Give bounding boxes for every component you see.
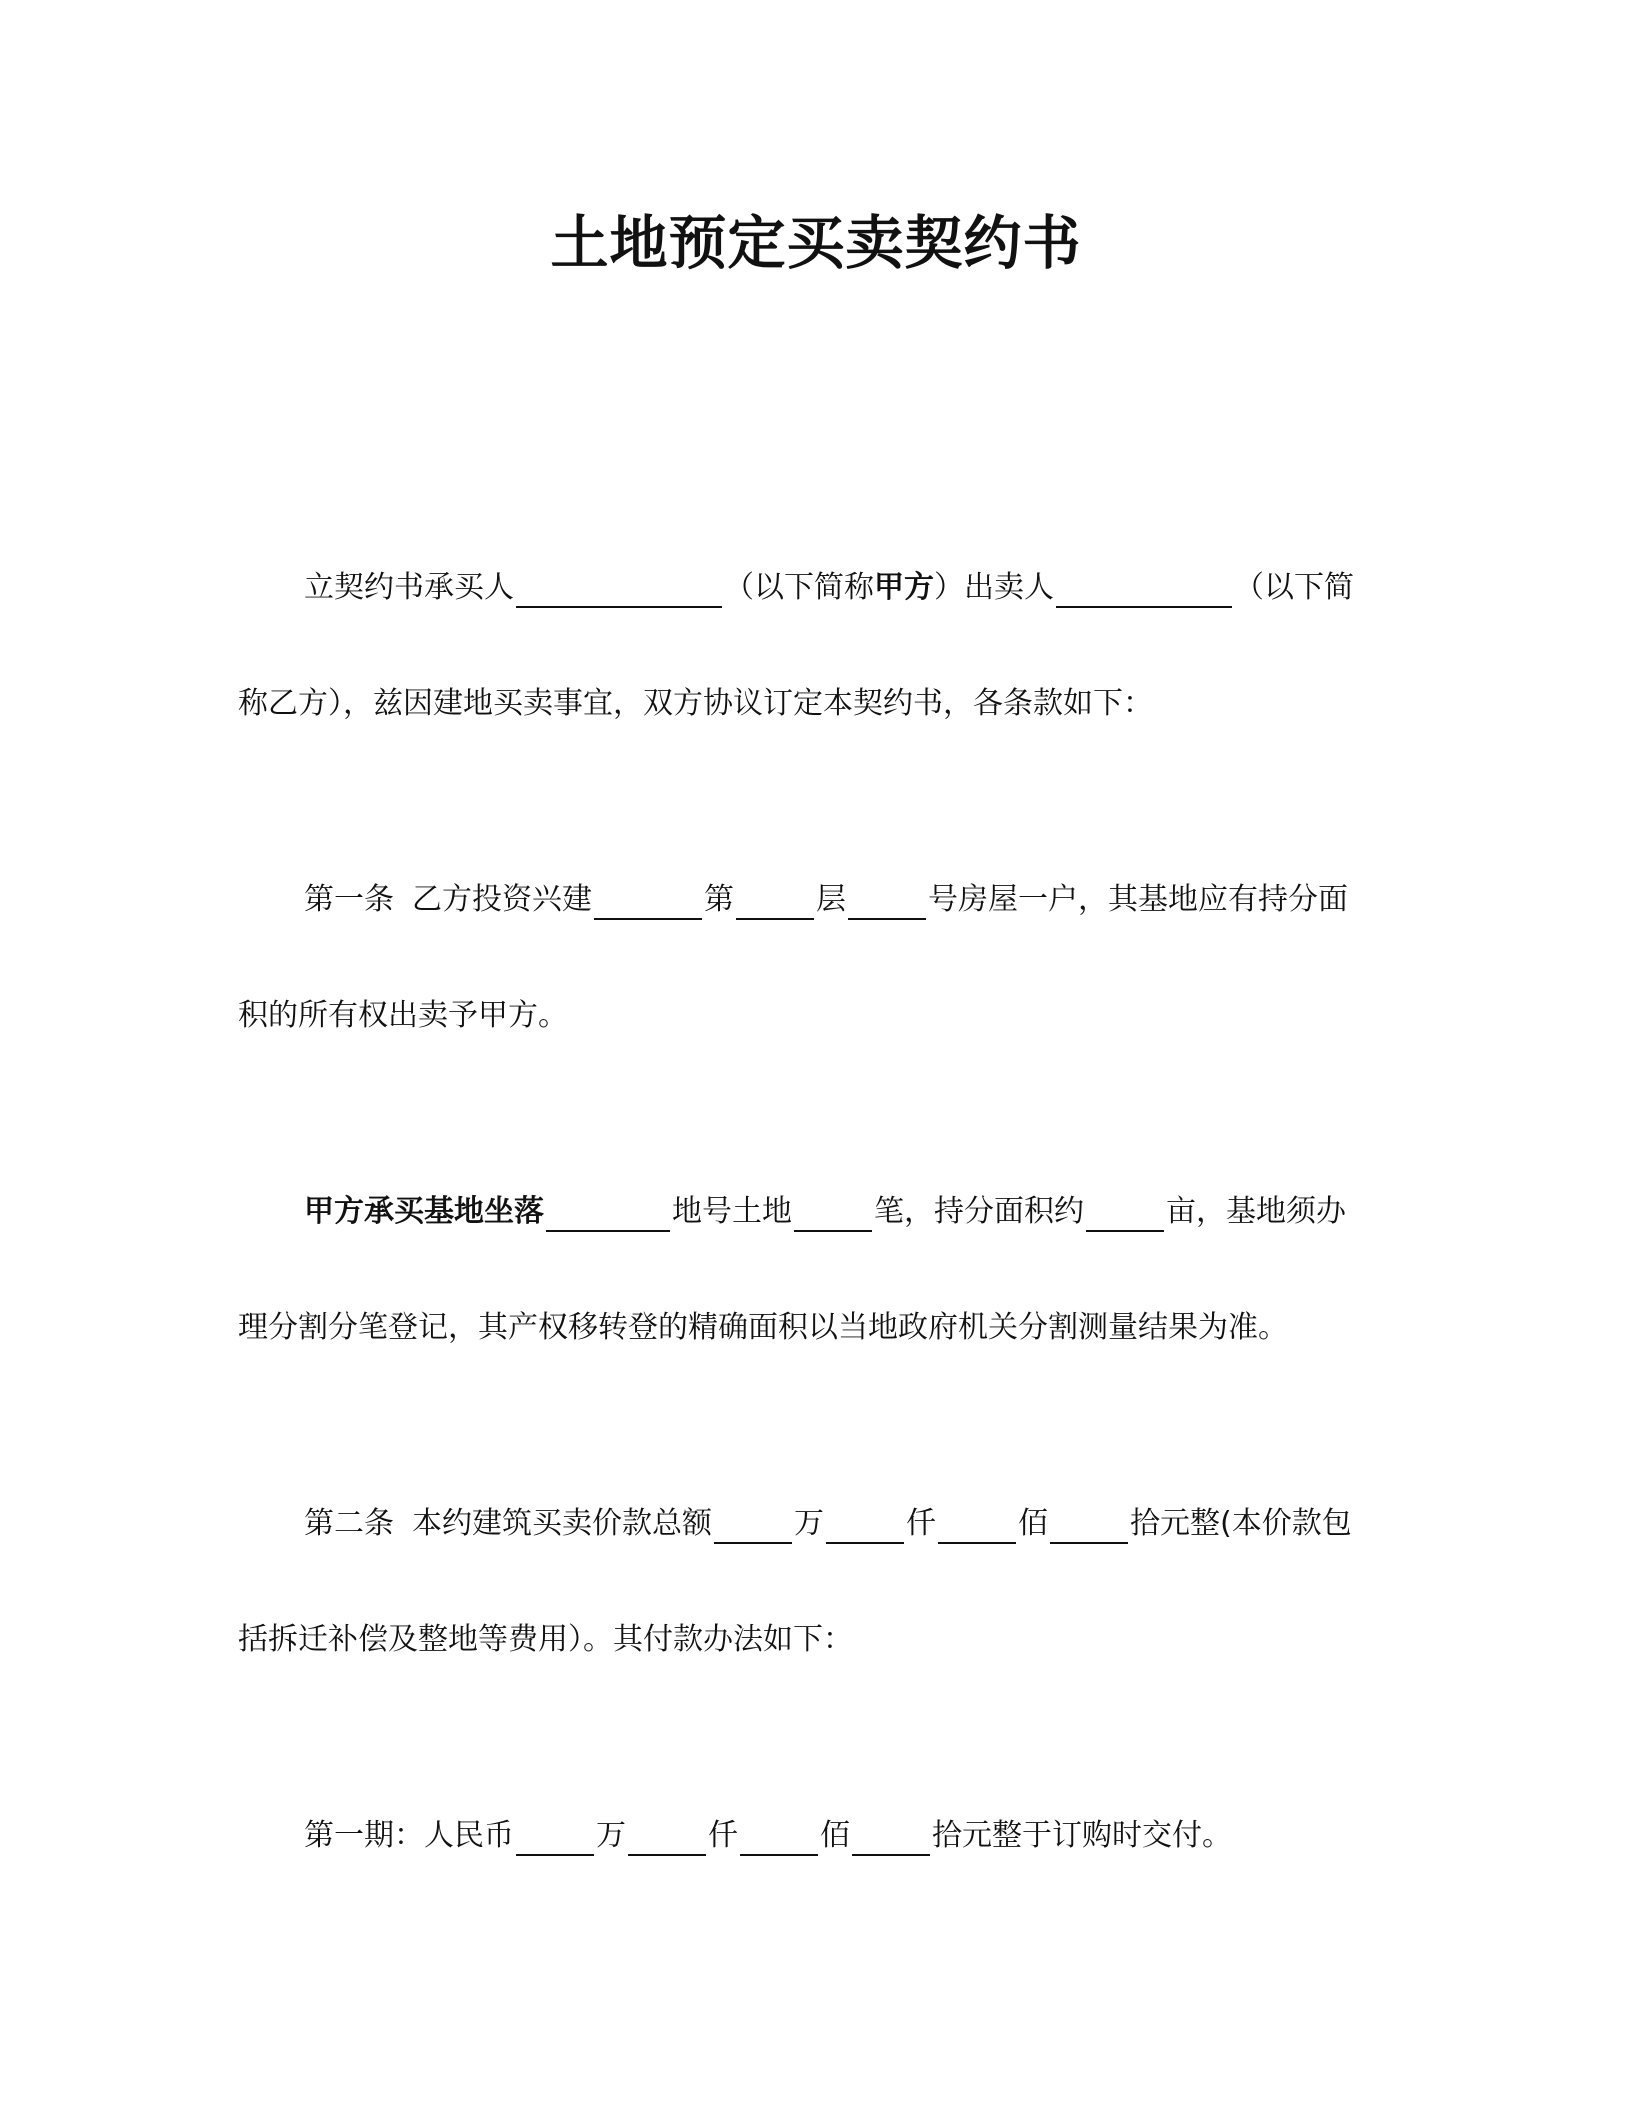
land-text-d: 亩，基地须办 [1166, 1194, 1346, 1229]
intro-text-party-a: 甲方 [874, 570, 934, 605]
article2-text-a: 本约建筑买卖价款总额 [412, 1506, 712, 1541]
article2-text-e: 拾元整(本价款包 [1130, 1506, 1352, 1541]
land-text-2: 理分割分笔登记，其产权移转登的精确面积以当地政府机关分割测量结果为准。 [238, 1310, 1288, 1345]
intro-text-buyer: 立契约书承买人 [304, 570, 514, 605]
total-bai-blank[interactable] [938, 1506, 1016, 1544]
buyer-name-blank[interactable] [516, 570, 722, 608]
phase1-text-d: 佰 [820, 1818, 850, 1853]
phase1-text-a: 第一期：人民币 [304, 1818, 514, 1853]
land-location-blank[interactable] [546, 1194, 670, 1232]
land-text-a: 甲方承买基地坐落 [304, 1194, 544, 1229]
intro-text-abbr-a: （以下简称 [724, 570, 874, 605]
article1-text-c: 层 [816, 882, 846, 917]
intro-line-1 [238, 568, 1464, 608]
phase1-bai-blank[interactable] [740, 1818, 818, 1856]
intro-text-seller: ）出卖人 [934, 570, 1054, 605]
phase1-text-b: 万 [596, 1818, 626, 1853]
phase1-text-c: 仟 [708, 1818, 738, 1853]
unit-number-blank[interactable] [848, 882, 926, 920]
article2-text-b: 万 [794, 1506, 824, 1541]
land-area-blank[interactable] [1086, 1194, 1164, 1232]
article1-text-d: 号房屋一户，其基地应有持分面 [928, 882, 1348, 917]
land-count-blank[interactable] [794, 1194, 872, 1232]
intro-text-2: 称乙方），兹因建地买卖事宜，双方协议订定本契约书，各条款如下： [238, 686, 1153, 721]
total-qian-blank[interactable] [826, 1506, 904, 1544]
total-wan-blank[interactable] [714, 1506, 792, 1544]
article1-label: 第一条 [304, 882, 394, 917]
article1-line-1 [238, 880, 1464, 920]
building-blank[interactable] [594, 882, 702, 920]
intro-text-abbr-b: （以下简 [1234, 570, 1354, 605]
document-title: 土地预定买卖契约书 [550, 209, 1082, 277]
total-shi-blank[interactable] [1050, 1506, 1128, 1544]
phase1-line [238, 1816, 1464, 1856]
article2-text-2: 括拆迁补偿及整地等费用）。其付款办法如下： [238, 1622, 853, 1657]
land-text-b: 地号土地 [672, 1194, 792, 1229]
intro-line-2 [238, 684, 1398, 724]
phase1-text-e: 拾元整于订购时交付。 [932, 1818, 1232, 1853]
land-line-1 [238, 1192, 1464, 1232]
seller-name-blank[interactable] [1056, 570, 1232, 608]
article1-text-b: 第 [704, 882, 734, 917]
phase1-qian-blank[interactable] [628, 1818, 706, 1856]
article2-text-c: 仟 [906, 1506, 936, 1541]
article2-label: 第二条 [304, 1506, 394, 1541]
article2-line-1 [238, 1504, 1464, 1544]
article2-text-d: 佰 [1018, 1506, 1048, 1541]
article1-line-2 [238, 996, 1398, 1036]
article2-line-2 [238, 1620, 1398, 1660]
phase1-shi-blank[interactable] [852, 1818, 930, 1856]
floor-blank[interactable] [736, 882, 814, 920]
article1-text-2: 积的所有权出卖予甲方。 [238, 998, 568, 1033]
phase1-wan-blank[interactable] [516, 1818, 594, 1856]
article1-text-a: 乙方投资兴建 [412, 882, 592, 917]
land-text-c: 笔，持分面积约 [874, 1194, 1084, 1229]
land-line-2 [238, 1308, 1398, 1348]
